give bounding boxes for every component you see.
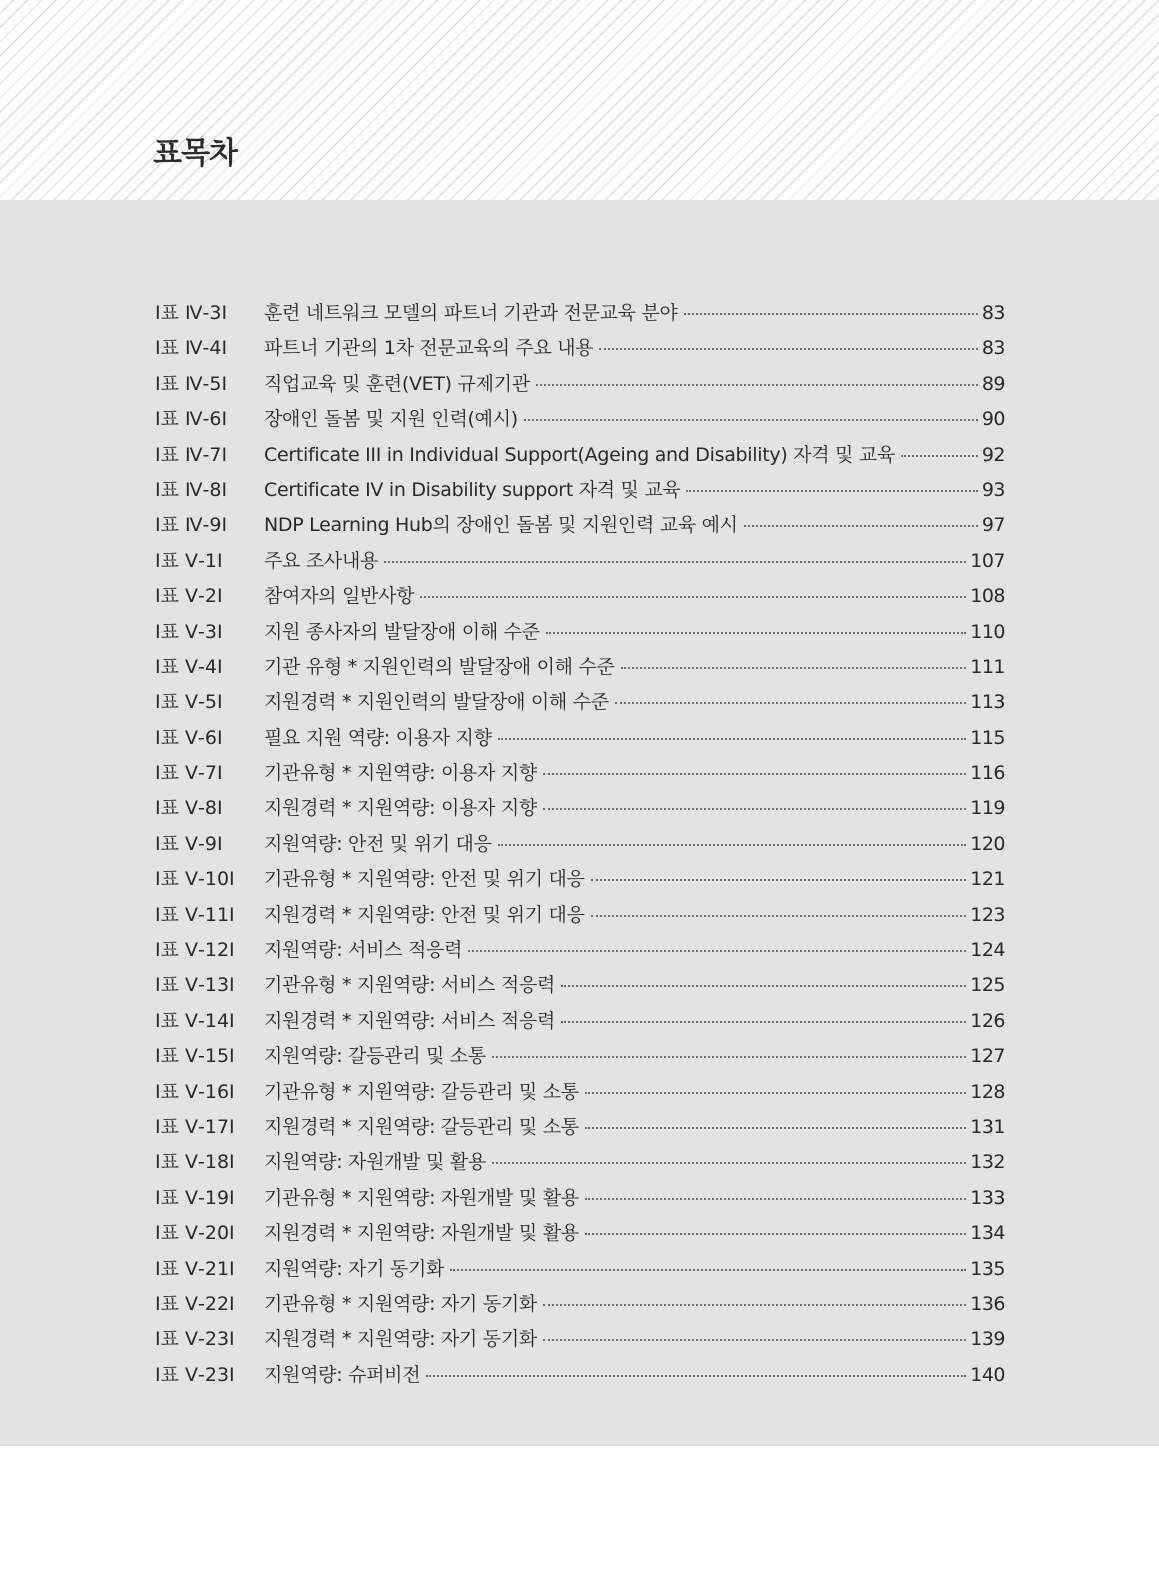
toc-entry-label: Ⅰ표 Ⅴ-22Ⅰ — [155, 1292, 235, 1315]
dot-leader — [468, 949, 966, 952]
toc-entry-label: Ⅰ표 Ⅴ-3Ⅰ — [155, 620, 223, 643]
page-title: 표목차 — [153, 136, 237, 171]
toc-entry[interactable] — [155, 510, 1005, 545]
dot-leader — [585, 1232, 966, 1235]
toc-entry-title: 지원경력 * 지원역량: 안전 및 위기 대응 — [264, 903, 585, 926]
toc-entry-label: Ⅰ표 Ⅳ-8Ⅰ — [155, 478, 228, 501]
dot-leader — [561, 984, 966, 987]
toc-entry-title: 파트너 기관의 1차 전문교육의 주요 내용 — [264, 337, 594, 360]
dot-leader — [561, 1020, 966, 1023]
toc-entry-title: 지원역량: 슈퍼비전 — [264, 1363, 421, 1386]
toc-entry-page-number: 128 — [970, 1080, 1005, 1103]
toc-entry-title: 지원경력 * 지원역량: 자기 동기화 — [264, 1328, 537, 1351]
toc-entry-page-number: 97 — [981, 514, 1005, 537]
toc-entry-page-number: 115 — [970, 726, 1005, 749]
toc-entry[interactable] — [155, 935, 1005, 970]
dot-leader — [384, 560, 966, 563]
dot-leader — [585, 1091, 966, 1094]
toc-entry-label: Ⅰ표 Ⅴ-18Ⅰ — [155, 1151, 235, 1174]
dot-leader — [492, 1055, 966, 1058]
toc-entry-label: Ⅰ표 Ⅳ-5Ⅰ — [155, 372, 228, 395]
toc-entry[interactable] — [155, 1112, 1005, 1147]
toc-entry[interactable] — [155, 900, 1005, 935]
dot-leader — [543, 1303, 966, 1306]
toc-entry[interactable] — [155, 1006, 1005, 1041]
toc-entry-page-number: 140 — [970, 1363, 1005, 1386]
dot-leader — [615, 701, 966, 704]
toc-entry-label: Ⅰ표 Ⅴ-1Ⅰ — [155, 549, 223, 572]
toc-entry[interactable] — [155, 864, 1005, 899]
toc-entry-page-number: 113 — [970, 691, 1005, 714]
toc-entry-page-number: 133 — [970, 1186, 1005, 1209]
toc-entry[interactable] — [155, 404, 1005, 439]
toc-entry-title: 지원경력 * 지원인력의 발달장애 이해 수준 — [264, 691, 609, 714]
dot-leader — [686, 489, 977, 492]
toc-entry-page-number: 108 — [970, 585, 1005, 608]
toc-entry-page-number: 124 — [970, 939, 1005, 962]
toc-entry-label: Ⅰ표 Ⅴ-15Ⅰ — [155, 1045, 235, 1068]
toc-entry-label: Ⅰ표 Ⅴ-7Ⅰ — [155, 762, 223, 785]
toc-entry-title: 기관 유형 * 지원인력의 발달장애 이해 수준 — [264, 655, 615, 678]
toc-entry-title: 지원역량: 갈등관리 및 소통 — [264, 1045, 486, 1068]
toc-entry-page-number: 134 — [970, 1222, 1005, 1245]
toc-entry-page-number: 120 — [970, 832, 1005, 855]
toc-entry-title: 지원경력 * 지원역량: 이용자 지향 — [264, 797, 537, 820]
toc-entry-page-number: 121 — [970, 868, 1005, 891]
toc-entry-page-number: 92 — [981, 443, 1005, 466]
toc-entry-label: Ⅰ표 Ⅴ-9Ⅰ — [155, 832, 223, 855]
dot-leader — [591, 878, 967, 881]
toc-entry-title: 지원역량: 자원개발 및 활용 — [264, 1151, 486, 1174]
dot-leader — [546, 631, 967, 634]
toc-entry[interactable] — [155, 793, 1005, 828]
toc-entry-title: 지원역량: 자기 동기화 — [264, 1257, 445, 1280]
toc-entry-label: Ⅰ표 Ⅳ-6Ⅰ — [155, 408, 228, 431]
toc-entry[interactable] — [155, 758, 1005, 793]
toc-entry-page-number: 83 — [981, 302, 1005, 324]
toc-entry-page-number: 89 — [981, 372, 1005, 395]
dot-leader — [901, 454, 978, 457]
toc-entry-title: NDP Learning Hub의 장애인 돌봄 및 지원인력 교육 예시 — [264, 514, 738, 537]
dot-leader — [426, 1374, 966, 1377]
dot-leader — [585, 1126, 966, 1129]
toc-entry[interactable] — [155, 1147, 1005, 1182]
toc-entry[interactable] — [155, 581, 1005, 616]
table-of-contents — [155, 298, 1005, 1395]
dot-leader — [536, 383, 978, 386]
toc-entry[interactable] — [155, 617, 1005, 652]
toc-entry[interactable] — [155, 970, 1005, 1005]
toc-entry-page-number: 119 — [970, 797, 1005, 820]
toc-entry[interactable] — [155, 1254, 1005, 1289]
toc-entry-page-number: 90 — [981, 408, 1005, 431]
toc-entry-page-number: 110 — [970, 620, 1005, 643]
dot-leader — [492, 1161, 966, 1164]
toc-entry-label: Ⅰ표 Ⅴ-4Ⅰ — [155, 655, 223, 678]
toc-entry-label: Ⅰ표 Ⅴ-17Ⅰ — [155, 1115, 235, 1138]
toc-entry-label: Ⅰ표 Ⅴ-5Ⅰ — [155, 691, 223, 714]
toc-entry-page-number: 139 — [970, 1328, 1005, 1351]
toc-entry-title: 기관유형 * 지원역량: 자기 동기화 — [264, 1292, 537, 1315]
toc-entry[interactable] — [155, 1360, 1005, 1395]
dot-leader — [543, 772, 966, 775]
toc-entry-page-number: 111 — [970, 655, 1005, 678]
toc-entry-page-number: 107 — [970, 549, 1005, 572]
toc-entry[interactable] — [155, 829, 1005, 864]
toc-entry-page-number: 131 — [970, 1115, 1005, 1138]
toc-entry[interactable] — [155, 440, 1005, 475]
toc-entry-label: Ⅰ표 Ⅴ-10Ⅰ — [155, 868, 235, 891]
toc-entry[interactable] — [155, 652, 1005, 687]
toc-entry-title: 훈련 네트워크 모델의 파트너 기관과 전문교육 분야 — [264, 302, 678, 324]
toc-entry[interactable] — [155, 1324, 1005, 1359]
toc-entry-title: 지원경력 * 지원역량: 자원개발 및 활용 — [264, 1222, 579, 1245]
dot-leader — [585, 1197, 966, 1200]
toc-entry-title: 지원 종사자의 발달장애 이해 수준 — [264, 620, 540, 643]
toc-entry-label: Ⅰ표 Ⅴ-11Ⅰ — [155, 903, 235, 926]
toc-entry[interactable] — [155, 1041, 1005, 1076]
toc-entry-label: Ⅰ표 Ⅴ-20Ⅰ — [155, 1222, 235, 1245]
toc-entry-title: 직업교육 및 훈련(VET) 규제기관 — [264, 372, 530, 395]
toc-entry-label: Ⅰ표 Ⅴ-13Ⅰ — [155, 974, 235, 997]
dot-leader — [524, 418, 978, 421]
toc-entry-page-number: 135 — [970, 1257, 1005, 1280]
toc-entry-title: 기관유형 * 지원역량: 서비스 적응력 — [264, 974, 556, 997]
toc-entry[interactable] — [155, 298, 1005, 333]
toc-entry-title: 주요 조사내용 — [264, 549, 379, 572]
toc-entry-title: Certificate III in Individual Support(Ageing and Disability) 자격 및 교육 — [264, 443, 895, 466]
toc-entry-label: Ⅰ표 Ⅴ-16Ⅰ — [155, 1080, 235, 1103]
toc-entry-title: 기관유형 * 지원역량: 갈등관리 및 소통 — [264, 1080, 579, 1103]
toc-entry-title: 지원역량: 서비스 적응력 — [264, 939, 463, 962]
toc-entry-page-number: 116 — [970, 762, 1005, 785]
dot-leader — [543, 807, 966, 810]
toc-entry-page-number: 132 — [970, 1151, 1005, 1174]
dot-leader — [450, 1268, 966, 1271]
toc-entry-label: Ⅰ표 Ⅳ-4Ⅰ — [155, 337, 228, 360]
toc-entry-label: Ⅰ표 Ⅴ-6Ⅰ — [155, 726, 223, 749]
dot-leader — [498, 737, 967, 740]
dot-leader — [599, 347, 977, 350]
toc-entry-page-number: 123 — [970, 903, 1005, 926]
toc-entry-title: 기관유형 * 지원역량: 안전 및 위기 대응 — [264, 868, 585, 891]
toc-entry-page-number: 126 — [970, 1009, 1005, 1032]
dot-leader — [591, 914, 967, 917]
toc-entry-page-number: 83 — [981, 337, 1005, 360]
toc-entry-page-number: 125 — [970, 974, 1005, 997]
toc-entry-title: 기관유형 * 지원역량: 자원개발 및 활용 — [264, 1186, 579, 1209]
dot-leader — [498, 843, 967, 846]
toc-entry-label: Ⅰ표 Ⅳ-3Ⅰ — [155, 302, 228, 324]
toc-entry-label: Ⅰ표 Ⅴ-12Ⅰ — [155, 939, 235, 962]
toc-entry[interactable] — [155, 475, 1005, 510]
toc-entry-title: 지원경력 * 지원역량: 서비스 적응력 — [264, 1009, 556, 1032]
toc-entry[interactable] — [155, 369, 1005, 404]
toc-entry[interactable] — [155, 1218, 1005, 1253]
toc-entry-page-number: 136 — [970, 1292, 1005, 1315]
toc-entry[interactable] — [155, 1183, 1005, 1218]
toc-entry-title: 필요 지원 역량: 이용자 지향 — [264, 726, 492, 749]
toc-entry[interactable] — [155, 1077, 1005, 1112]
dot-leader — [420, 595, 966, 598]
toc-entry[interactable] — [155, 333, 1005, 368]
dot-leader — [543, 1338, 966, 1341]
toc-entry[interactable] — [155, 1289, 1005, 1324]
toc-entry-page-number: 127 — [970, 1045, 1005, 1068]
toc-entry-title: 지원역량: 안전 및 위기 대응 — [264, 832, 492, 855]
toc-entry-label: Ⅰ표 Ⅴ-19Ⅰ — [155, 1186, 235, 1209]
toc-entry-page-number: 93 — [981, 478, 1005, 501]
toc-entry[interactable] — [155, 687, 1005, 722]
toc-entry-title: 참여자의 일반사항 — [264, 585, 415, 608]
toc-entry-label: Ⅰ표 Ⅳ-7Ⅰ — [155, 443, 228, 466]
toc-entry-label: Ⅰ표 Ⅳ-9Ⅰ — [155, 514, 228, 537]
toc-entry[interactable] — [155, 546, 1005, 581]
dot-leader — [744, 524, 978, 527]
toc-entry-title: 장애인 돌봄 및 지원 인력(예시) — [264, 408, 518, 431]
toc-entry-title: 기관유형 * 지원역량: 이용자 지향 — [264, 762, 537, 785]
toc-entry-label: Ⅰ표 Ⅴ-23Ⅰ — [155, 1363, 235, 1386]
toc-entry-title: Certificate IV in Disability support 자격 및 교육 — [264, 478, 681, 501]
toc-entry-label: Ⅰ표 Ⅴ-2Ⅰ — [155, 585, 223, 608]
toc-entry-label: Ⅰ표 Ⅴ-8Ⅰ — [155, 797, 223, 820]
toc-entry-title: 지원경력 * 지원역량: 갈등관리 및 소통 — [264, 1115, 579, 1138]
toc-entry-label: Ⅰ표 Ⅴ-14Ⅰ — [155, 1009, 235, 1032]
toc-entry-label: Ⅰ표 Ⅴ-23Ⅰ — [155, 1328, 235, 1351]
dot-leader — [621, 666, 967, 669]
dot-leader — [684, 312, 978, 315]
toc-entry[interactable] — [155, 723, 1005, 758]
toc-entry-label: Ⅰ표 Ⅴ-21Ⅰ — [155, 1257, 235, 1280]
